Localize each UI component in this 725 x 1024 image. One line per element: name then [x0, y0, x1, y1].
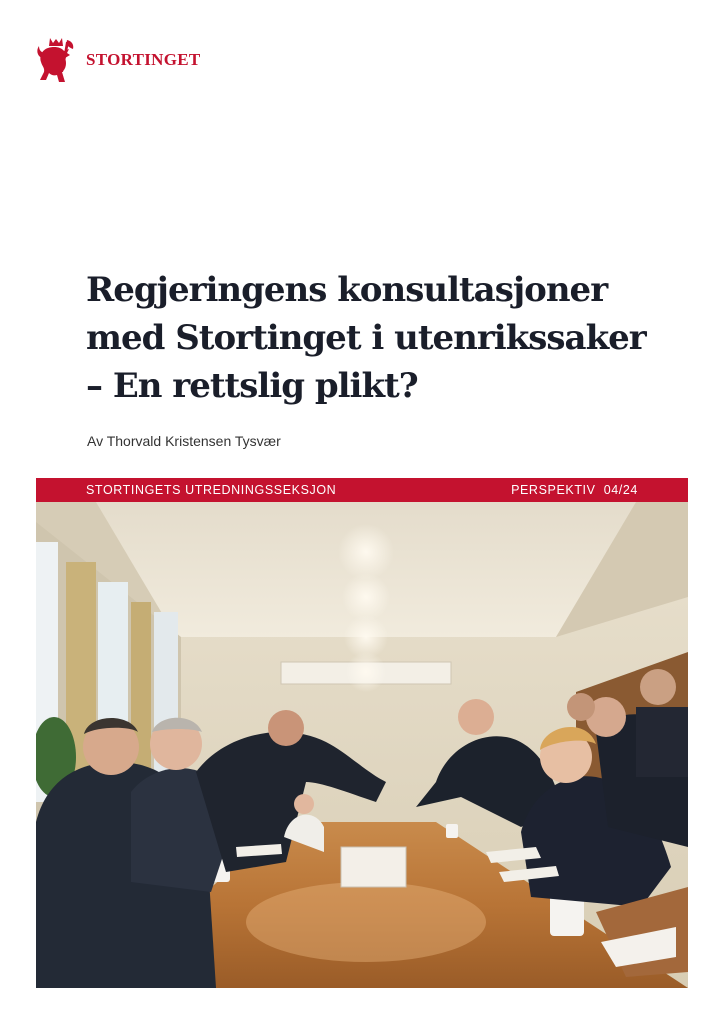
brand-name: STORTINGET	[86, 50, 201, 69]
norwegian-lion-icon	[36, 36, 76, 84]
title-line: med Stortinget i utenrikssaker	[86, 318, 646, 358]
section-band	[36, 478, 688, 502]
title-line: Regjeringens konsultasjoner	[86, 270, 608, 310]
meeting-room-photo	[36, 502, 688, 988]
section-name: STORTINGETS UTREDNINGSSEKSJON	[86, 483, 337, 497]
stortinget-logo	[36, 36, 201, 84]
title-line: – En rettslig plikt?	[86, 366, 418, 406]
author-byline: Av Thorvald Kristensen Tysvær	[87, 433, 281, 449]
series-number: PERSPEKTIV 04/24	[511, 483, 638, 497]
report-title	[86, 266, 686, 410]
